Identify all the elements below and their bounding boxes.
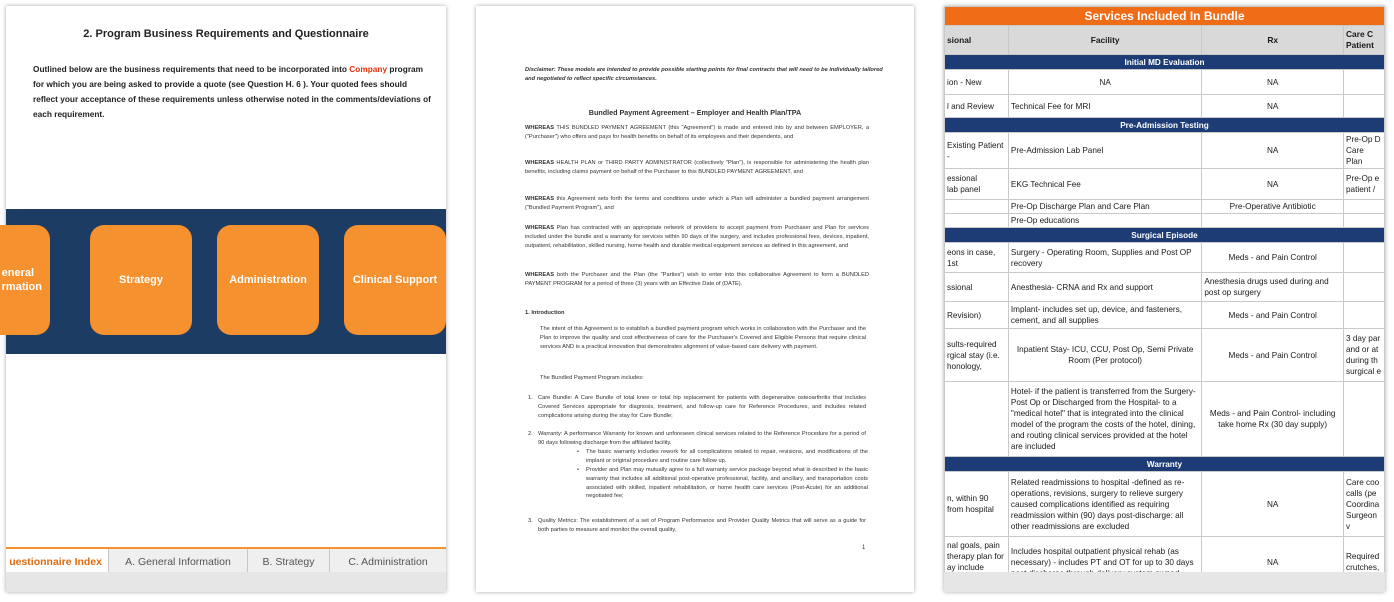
table-row [945,329,1385,382]
intro-text-start: Outlined below are the business requirements that need to be incorporated into [33,64,350,74]
list-text: Warranty: A performance Warranty for known and unforeseen clinical services related to the Reference Procedure for a period of 90 days following discharge from the affiliated facility. [538,431,866,446]
cell-professional[interactable] [945,382,1009,457]
cell-care-coordination[interactable] [1344,214,1385,228]
whereas-paragraph [525,124,869,142]
section-heading: 1. Introduction [525,310,565,316]
list-number: 3. [528,518,533,524]
bullet-item [577,448,868,466]
document-heading: Bundled Payment Agreement – Employer and Health Plan/TPA [588,108,802,117]
table-row [945,243,1385,273]
cell-facility[interactable]: Inpatient Stay- ICU, CCU, Post Op, Semi Private Room (Per protocol) [1008,329,1201,382]
bullet-text: The basic warranty includes rework for all complications related to repair, revisions, and modifications of the implant or original procedure and routine care follow up. [586,449,868,464]
services-spreadsheet [944,6,1385,592]
table-row [945,214,1385,228]
bullet-icon: • [577,467,579,473]
cell-professional[interactable]: sults-required rgical stay (i.e. honology, [945,329,1009,382]
cell-rx[interactable]: NA [1202,70,1344,95]
tab-general-information[interactable]: A. General Information [109,549,248,574]
whereas-paragraph [525,224,869,250]
list-text: Quality Metrics: The establishment of a set of Program Performance and Provider Quality Metrics that will serve as a guide for both parties to measure and monitor the overall quality, [538,518,866,533]
cell-rx[interactable]: NA [1202,169,1344,200]
cell-care-coordination[interactable] [1344,95,1385,118]
cell-rx[interactable] [1202,214,1344,228]
whereas-text: THIS BUNDLED PAYMENT AGREEMENT (this "Agreement") is made and entered into by and between EMPLOYER, a ("Purchaser") who offers and pays for health benefits on behalf of its employees and their dependents, and [525,125,869,140]
whereas-lead: WHEREAS [525,272,555,278]
list-item [528,394,866,420]
cell-professional[interactable] [945,214,1009,228]
whereas-text: both the Purchaser and the Plan (the "Parties") wish to enter into this collaborative Agreement to form a BUNDLED PAYMENT PROGRAM for a period of three (3) years with an Effective Date of (DATE). [525,272,869,287]
cell-care-coordination[interactable] [1344,200,1385,214]
section-label: Pre-Admission Testing [945,118,1385,133]
bullet-icon: • [577,449,579,455]
table-row [945,133,1385,169]
cell-care-coordination[interactable] [1344,382,1385,457]
whereas-text: HEALTH PLAN or THIRD PARTY ADMINISTRATOR (collectively "Plan"), is responsible for administering the health plan benefits, including claims payment on behalf of the Purchaser to this BUNDLED PAYMENT AGREEMENT, and [525,160,869,175]
services-table [944,6,1385,588]
cell-professional[interactable]: nal goals, pain therapy plan for ay include [945,537,1009,588]
disclaimer: Disclaimer: These models are intended to provide possible starting points for final contracts that will need to be individually tailored and negotiated to reflect specific circumstances. [525,67,883,82]
cell-facility[interactable]: Pre-Op educations [1008,214,1201,228]
column-header-facility: Facility [1008,26,1201,55]
table-row [945,273,1385,302]
includes-label: The Bundled Payment Program includes: [540,375,644,381]
cell-facility[interactable]: Surgery - Operating Room, Supplies and Post OP recovery [1008,243,1201,273]
column-header-professional: sional [945,26,1009,55]
cell-facility[interactable]: Implant- includes set up, device, and fasteners, cement, and all supplies [1008,302,1201,329]
cell-care-coordination[interactable] [1344,70,1385,95]
cell-care-coordination[interactable]: Pre-Op e patient / [1344,169,1385,200]
questionnaire-preview [1,6,446,592]
whereas-lead: WHEREAS [525,160,555,166]
tab-questionnaire-index[interactable]: uestionnaire Index [6,549,109,574]
column-header-rx: Rx [1202,26,1344,55]
cell-facility[interactable]: Hotel- if the patient is transferred from the Surgery-Post Op or Discharged from the Hospital- to a "medical hotel" that is integrated into the clinical model of the program the costs of the hotel, dining, and routing clinical services provided at the hotel are included [1008,382,1201,457]
bullet-text: Provider and Plan may mutually agree to a full warranty service package beyond what is described in the basic warranty that includes all additional post-operative professional, facility, and ancillary, and transportation costs associated with skilled, inpatient rehabilitation, or home health care services (Post-Acute) for an additional negotiated fee; [586,467,868,500]
list-number: 2. [528,431,533,437]
status-strip [6,572,446,592]
cell-professional[interactable]: l and Review [945,95,1009,118]
cell-facility[interactable]: NA [1008,70,1201,95]
table-title: Services Included In Bundle [945,7,1385,26]
cell-professional[interactable]: Revision) [945,302,1009,329]
status-strip [944,572,1385,592]
cell-professional[interactable]: n, within 90 from hospital [945,472,1009,537]
page-number: 1 [862,545,866,551]
whereas-paragraph [525,271,869,289]
section-label: Warranty [945,457,1385,472]
tab-administration[interactable]: C. Administration [348,555,428,568]
company-highlight: Company [349,64,388,74]
section-label: Initial MD Evaluation [945,55,1385,70]
cell-professional[interactable]: eons in case, 1st [945,243,1009,273]
cell-care-coordination[interactable]: Care coo calls (pe Coordina Surgeon v [1344,472,1385,537]
cell-rx[interactable]: Meds - and Pain Control [1202,243,1344,273]
category-band [1,209,446,354]
cell-rx[interactable]: NA [1202,537,1344,588]
cell-facility[interactable]: Anesthesia- CRNA and Rx and support [1008,273,1201,302]
cell-rx[interactable]: NA [1202,95,1344,118]
section-row [945,118,1385,133]
cell-care-coordination[interactable]: Required crutches, [1344,537,1385,588]
cell-facility[interactable]: EKG Technical Fee [1008,169,1201,200]
cell-care-coordination[interactable] [1344,302,1385,329]
intro-text [33,62,433,122]
whereas-lead: WHEREAS [525,125,555,131]
cell-facility[interactable]: Includes hospital outpatient physical rehab (as necessary) - includes PT and OT for up to 30 days [1008,537,1201,588]
column-header-care-coordination: Care C Patient [1344,26,1385,55]
whereas-paragraph [525,159,869,177]
table-row [945,95,1385,118]
table-row [945,382,1385,457]
cell-rx[interactable]: Pre-Operative Antibiotic [1202,200,1344,214]
table-row [945,302,1385,329]
sheet-tabs [6,547,446,574]
section-row [945,228,1385,243]
cell-care-coordination[interactable]: Pre-Op D Care Plan [1344,133,1385,169]
cell-professional[interactable]: Existing Patient - [945,133,1009,169]
table-row [945,200,1385,214]
cell-care-coordination[interactable]: 3 day par and or at during th surgical e [1344,329,1385,382]
tab-strategy[interactable]: B. Strategy [248,549,330,574]
list-item [528,430,866,448]
table-row [945,70,1385,95]
whereas-text: this Agreement sets forth the terms and conditions under which a Plan will administer a bundled payment arrangement ("Bundled Payment Program"), and [525,196,869,211]
cell-professional[interactable]: ssional [945,273,1009,302]
list-item [528,517,866,535]
cell-facility[interactable]: Pre-Admission Lab Panel [1008,133,1201,169]
cell-rx[interactable]: Anesthesia drugs used during and post op surgery [1202,273,1344,302]
list-number: 1. [528,395,533,401]
cell-facility[interactable]: Related readmissions to hospital -defined as re-operations, revisions, surgery to relieve surgery caused complications identified as requiring readmission within (90) days post-discharge: all other readmissions are excluded [1008,472,1201,537]
section-row [945,457,1385,472]
bullet-item [577,466,868,501]
intro-paragraph: The intent of this Agreement is to establish a bundled payment program which works in collaboration with the Purchaser and the Plan to improve the quality and cost effectiveness of care for the Purchaser's Covered and Eligible Persons that require clinical services AND is a practical innovation that demonstrates alignment of value-based care delivery with payment. [540,326,866,350]
whereas-paragraph [525,195,869,213]
table-row [945,472,1385,537]
table-row [945,169,1385,200]
tile-general-information[interactable]: eneral rmation [0,225,50,335]
cell-rx[interactable]: NA [1202,133,1344,169]
section-label: Surgical Episode [945,228,1385,243]
cell-facility[interactable]: Technical Fee for MRI [1008,95,1201,118]
tile-clinical-support[interactable]: Clinical Support [344,225,446,335]
cell-professional[interactable]: ion - New [945,70,1009,95]
cell-care-coordination[interactable] [1344,243,1385,273]
cell-professional[interactable]: essional lab panel [945,169,1009,200]
section-row [945,55,1385,70]
tile-administration[interactable]: Administration [217,225,319,335]
cell-care-coordination[interactable] [1344,273,1385,302]
cell-facility[interactable]: Pre-Op Discharge Plan and Care Plan [1008,200,1201,214]
cell-rx[interactable]: Meds - and Pain Control [1202,302,1344,329]
list-text: Care Bundle: A Care Bundle of total knee or total hip replacement for patients with degenerative osteoarthritis that includes Covered Services appropriate for diagnosis, treatment, and follow-up care for Reference Procedures, and includes related complications arising during the stay for Care Bundle; [538,395,866,419]
whereas-text: Plan has contracted with an appropriate network of providers to accept payment from Purchaser and Plan for services included under the bundle and a warranty for services within 90 days of the surgery, and includes professional fees, devices, inpatient, outpatient, rehabilitation, skilled nursing, home health and durable medical equipment services as defined in this agreement, and [525,225,869,249]
whereas-lead: WHEREAS [525,225,555,231]
cell-rx[interactable]: Meds - and Pain Control [1202,329,1344,382]
intro-text-end: program for which you are being asked to provide a quote (see Question H. 6 ). Your quoted fees should reflect your acceptance of these requirements unless otherwise noted in the comments/deviations of each requirement. [33,64,431,119]
whereas-lead: WHEREAS [525,196,555,202]
cell-professional[interactable] [945,200,1009,214]
cell-rx[interactable]: NA [1202,472,1344,537]
cell-rx[interactable]: Meds - and Pain Control- including take home Rx (30 day supply) [1202,382,1344,457]
tile-strategy[interactable]: Strategy [90,225,192,335]
agreement-document [476,6,914,592]
section-title: 2. Program Business Requirements and Questionnaire [83,28,369,40]
